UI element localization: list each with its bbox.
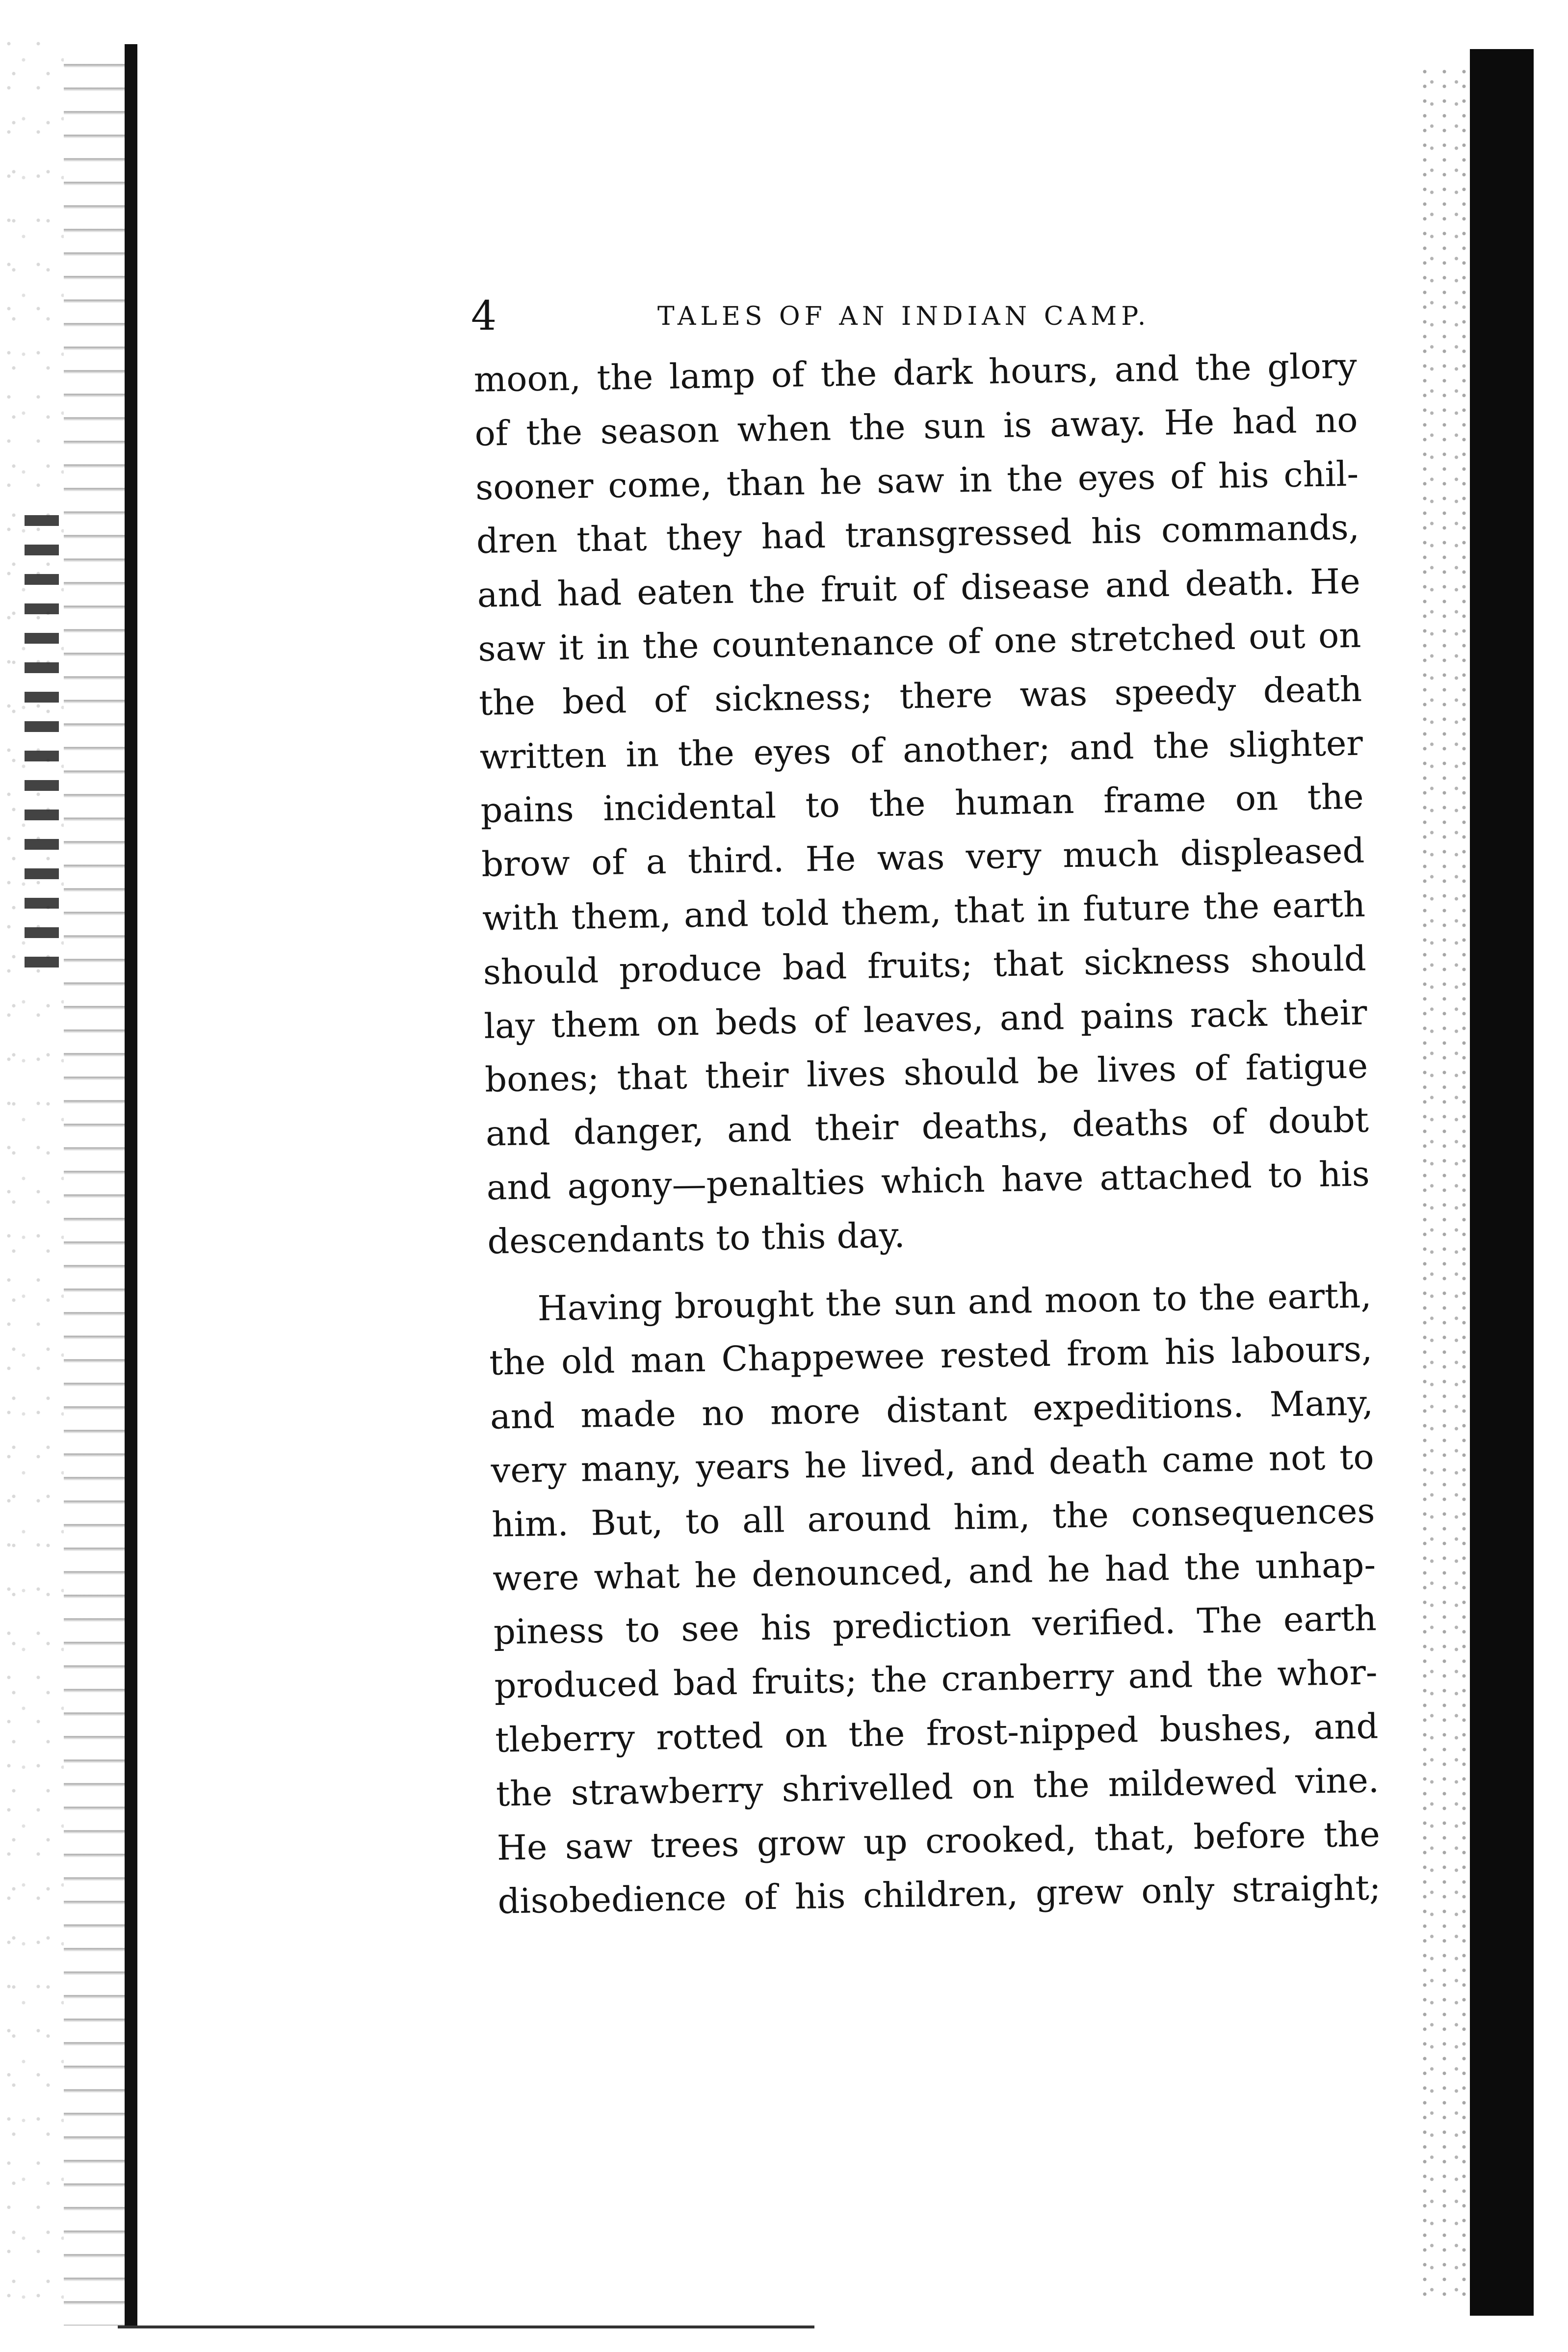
running-header [471, 289, 1217, 343]
text-line: and agony—penalties which have attached to his [486, 1153, 1370, 1208]
text-line: produced bad fruits; the cranberry and the whor- [494, 1652, 1378, 1706]
paragraph-2 [488, 1269, 1381, 1929]
text-line: very many, years he lived, and death came not to [491, 1437, 1375, 1491]
text-line: disobedience of his children, grew only straight; [497, 1867, 1381, 1922]
book-spine-shadow [64, 44, 137, 2326]
text-line: He saw trees grow up crooked, that, before the [497, 1813, 1381, 1868]
text-line: the strawberry shrivelled on the mildewed vine. [496, 1760, 1380, 1814]
text-line: bones; that their lives should be lives of fatigue [484, 1045, 1368, 1100]
text-line: brow of a third. He was very much displeased [481, 830, 1365, 885]
text-line: the old man Chappewee rested from his labours, [489, 1329, 1373, 1384]
text-line: lay them on beds of leaves, and pains rack their [483, 992, 1367, 1046]
page-number: 4 [471, 293, 498, 340]
text-line: pains incidental to the human frame on the [480, 776, 1364, 831]
text-line: were what he denounced, and he had the unhap- [492, 1544, 1376, 1599]
running-title: TALES OF AN INDIAN CAMP. [657, 302, 1150, 331]
page-edge-speckle [0, 39, 64, 2321]
text-line: dren that they had transgressed his commands, [476, 507, 1360, 562]
body-text [473, 340, 1381, 1929]
text-line: should produce bad fruits; that sickness should [483, 938, 1367, 993]
page-edge-grain [1411, 69, 1470, 2306]
page-bottom-edge [118, 2326, 814, 2328]
text-line: saw it in the countenance of one stretched out on [477, 615, 1361, 669]
binding-marks [25, 515, 59, 981]
paragraph-1 [473, 340, 1371, 1269]
text-line: the bed of sickness; there was speedy death [478, 669, 1362, 723]
text-line: with them, and told them, that in future the earth [482, 884, 1366, 939]
text-line: written in the eyes of another; and the slighter [479, 723, 1363, 777]
text-line: tleberry rotted on the frost-nipped bushes, and [495, 1706, 1379, 1760]
text-line: him. But, to all around him, the consequences [491, 1490, 1375, 1545]
text-line: of the season when the sun is away. He had no [474, 399, 1358, 454]
page-edge-shadow [1470, 49, 1534, 2316]
text-line: and made no more distant expeditions. Many, [490, 1383, 1374, 1437]
text-line: sooner come, than he saw in the eyes of his chil- [475, 453, 1359, 508]
text-line: moon, the lamp of the dark hours, and the glory [473, 345, 1358, 400]
text-line: Having brought the sun and moon to the earth, [537, 1275, 1372, 1329]
text-line: and had eaten the fruit of disease and death. He [477, 561, 1361, 616]
text-line: piness to see his prediction verified. The earth [493, 1598, 1377, 1653]
text-line: and danger, and their deaths, deaths of doubt [485, 1099, 1369, 1154]
text-line: descendants to this day. [487, 1215, 906, 1262]
